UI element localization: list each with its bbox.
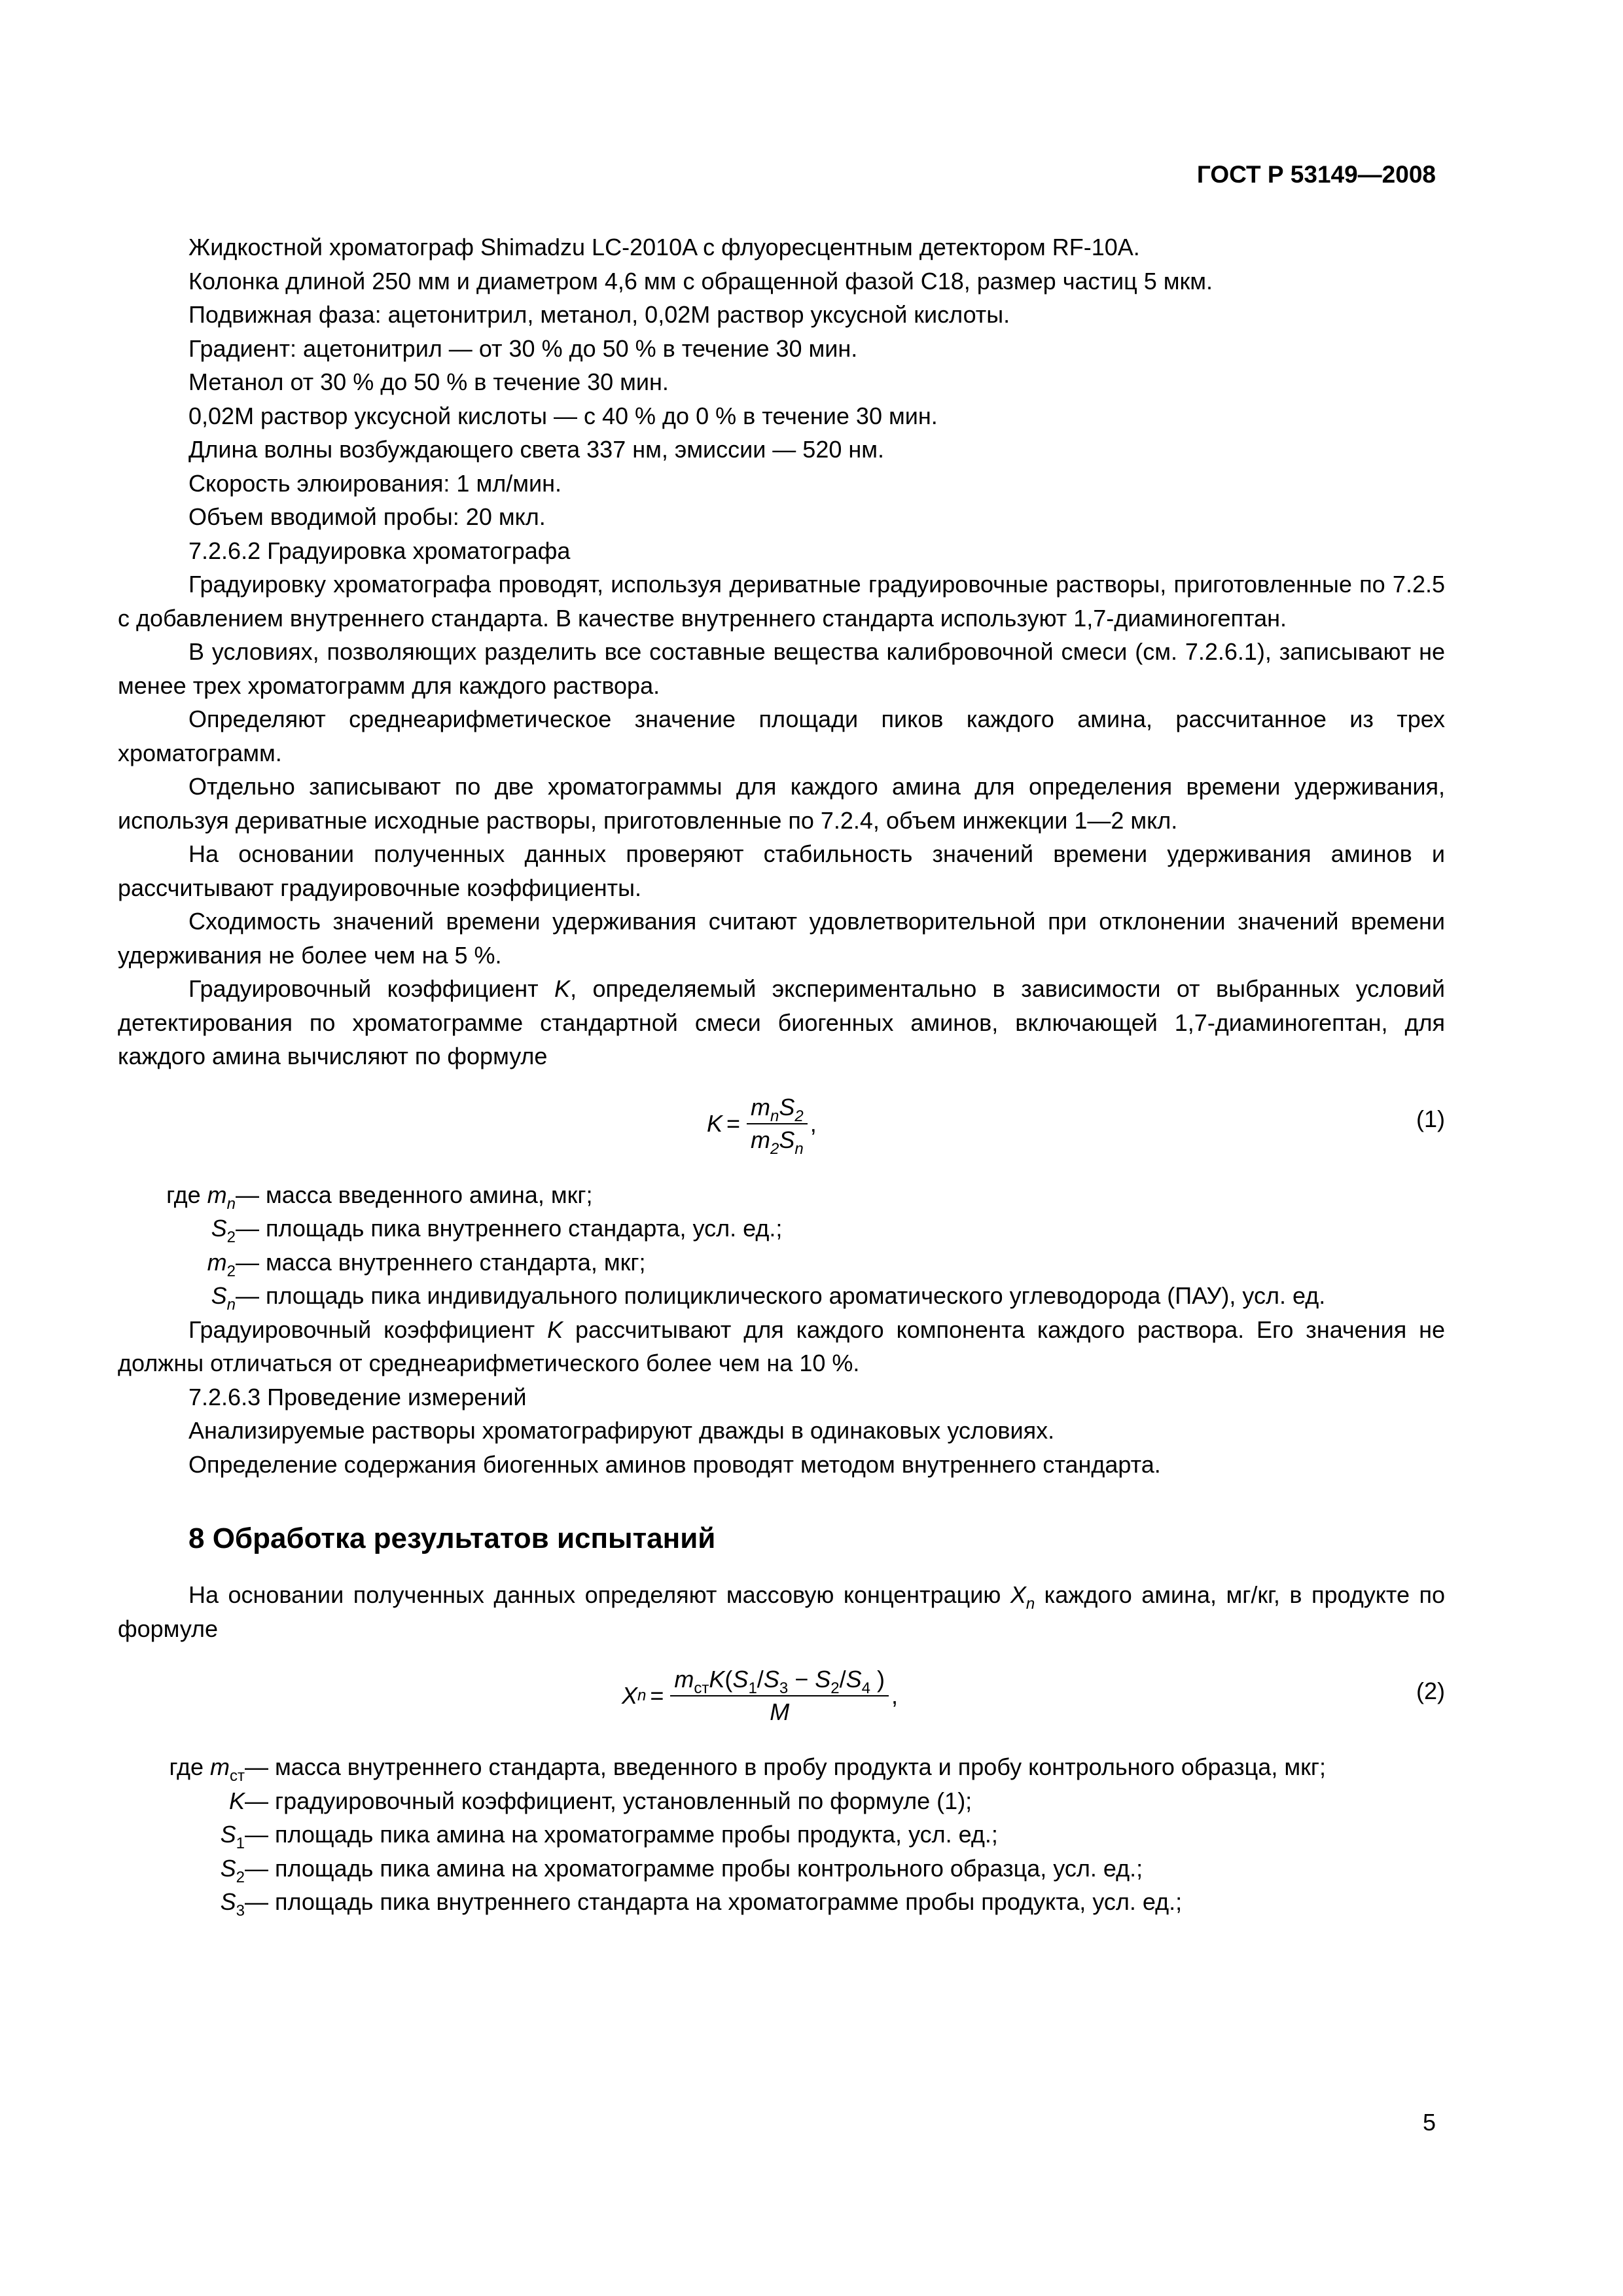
formula-1 [118,1083,1445,1166]
paragraph: Сходимость значений времени удерживания считают удовлетворительной при отклонении значений времени удерживания не более чем на 5 %. [118,908,1445,969]
formula-2 [118,1655,1445,1738]
formula-1-expression: K = $\frac{m_nS_2}{m_2S_n}$ , [707,1093,817,1158]
legend-row: $S_n$ — площадь пика индивидуального полициклического ароматического углеводорода (ПАУ), усл. ед. [211,1282,1326,1314]
condition-line: Колонка длиной 250 мм и диаметром 4,6 мм с обращенной фазой С18, размер частиц 5 мкм. [188,267,1213,295]
paragraph: Градуировочный коэффициент K, определяемый экспериментально в зависимости от выбранных условий детектирования по хроматограмме стандартной смеси биогенных аминов, включающей 1,7-диаминогептан, для каждого амина вычисляют по формуле [118,975,1446,1069]
legend-row: $S_3$ — площадь пика внутреннего стандарта на хроматограмме пробы продукта, усл. ед.; [220,1888,1183,1920]
formula-2-legend [118,1750,1445,1919]
condition-line: Подвижная фаза: ацетонитрил, метанол, 0,02М раствор уксусной кислоты. [188,301,1010,328]
section-heading-8: 8 Обработка результатов испытаний [188,1522,716,1554]
legend-row: K — градуировочный коэффициент, установленный по формуле (1); [228,1787,972,1814]
paragraph: Градуировку хроматографа проводят, используя дериватные градуировочные растворы, приготовленные по 7.2.5 с добавлением внутреннего стандарта. В качестве внутреннего стандарта используют 1,7-диаминогептан. [118,571,1445,632]
chromatograph-conditions [118,230,1445,534]
document-header: ГОСТ Р 53149—2008 [1196,161,1436,188]
paragraph: В условиях, позволяющих разделить все составные вещества калибровочной смеси (см. 7.2.6.1), записывают не менее трех хроматограмм для каждого раствора. [118,638,1445,699]
paragraph: Определение содержания биогенных аминов проводят методом внутреннего стандарта. [188,1450,1161,1478]
legend-row: $m_2$ — масса внутреннего стандарта, мкг; [207,1248,646,1280]
formula-1-legend [118,1178,1445,1313]
legend-row: $S_1$ — площадь пика амина на хроматограмме пробы продукта, усл. ед.; [220,1821,998,1852]
paragraph: Определяют среднеарифметическое значение площади пиков каждого амина, рассчитанное из трех хроматограмм. [118,706,1445,766]
legend-row: $S_2$ — площадь пика внутреннего стандарта, усл. ед.; [211,1215,783,1246]
condition-line: 0,02М раствор уксусной кислоты — с 40 % до 0 % в течение 30 мин. [188,402,938,429]
condition-line: Жидкостной хроматограф Shimadzu LC-2010A с флуоресцентным детектором RF-10A. [188,234,1140,260]
legend-row: где $m_{ст}$ — масса внутреннего стандарта, введенного в пробу продукта и пробу контрольного образца, мкг; [169,1753,1326,1785]
page-number: 5 [1422,2109,1436,2136]
condition-line: Скорость элюирования: 1 мл/мин. [188,469,562,497]
paragraph: Отдельно записывают по две хроматограммы для каждого амина для определения времени удерживания, используя дериватные исходные растворы, приготовленные по 7.2.4, объем инжекции 1—2 мкл. [118,773,1445,834]
condition-line: Метанол от 30 % до 50 % в течение 30 мин. [188,368,669,395]
paragraph: Анализируемые растворы хроматографируют дважды в одинаковых условиях. [188,1417,1055,1444]
formula-2-fraction: $\frac{m_{ст}K(S_1/S_3 - S_2/S_4 )}{M}$ [670,1665,889,1727]
subsection-title-7263: 7.2.6.3 Проведение измерений [188,1383,527,1410]
legend-row: где $m_n$ — масса введенного амина, мкг; [166,1181,593,1213]
paragraph: На основании полученных данных проверяют стабильность значений времени удерживания аминов и рассчитывают градуировочные коэффициенты. [118,840,1445,901]
paragraph: На основании полученных данных определяют массовую концентрацию $X_n$ каждого амина, мг/кг, в продукте по формуле [118,1581,1445,1642]
condition-line: Длина волны возбуждающего света 337 нм, эмиссии — 520 нм. [188,436,885,463]
formula-1-number: (1) [1416,1105,1445,1132]
formula-1-fraction: $\frac{m_nS_2}{m_2S_n}$ [747,1093,808,1155]
subsection-title-7262: 7.2.6.2 Градуировка хроматографа [188,537,571,564]
paragraph: Градуировочный коэффициент K рассчитывают для каждого компонента каждого раствора. Его значения не должны отличаться от среднеарифметического более чем на 10 %. [118,1316,1446,1376]
formula-2-number: (2) [1416,1677,1445,1704]
condition-line: Градиент: ацетонитрил — от 30 % до 50 % в течение 30 мин. [188,334,858,362]
document-body [118,230,1445,1919]
legend-row: $S_2$ — площадь пика амина на хроматограмме пробы контрольного образца, усл. ед.; [220,1854,1143,1886]
formula-2-expression: X n = $\frac{m_{ст}K(S_1/S_3 - S_2/S_4 )}{M}$ , [622,1666,898,1725]
condition-line: Объем вводимой пробы: 20 мкл. [188,503,546,530]
